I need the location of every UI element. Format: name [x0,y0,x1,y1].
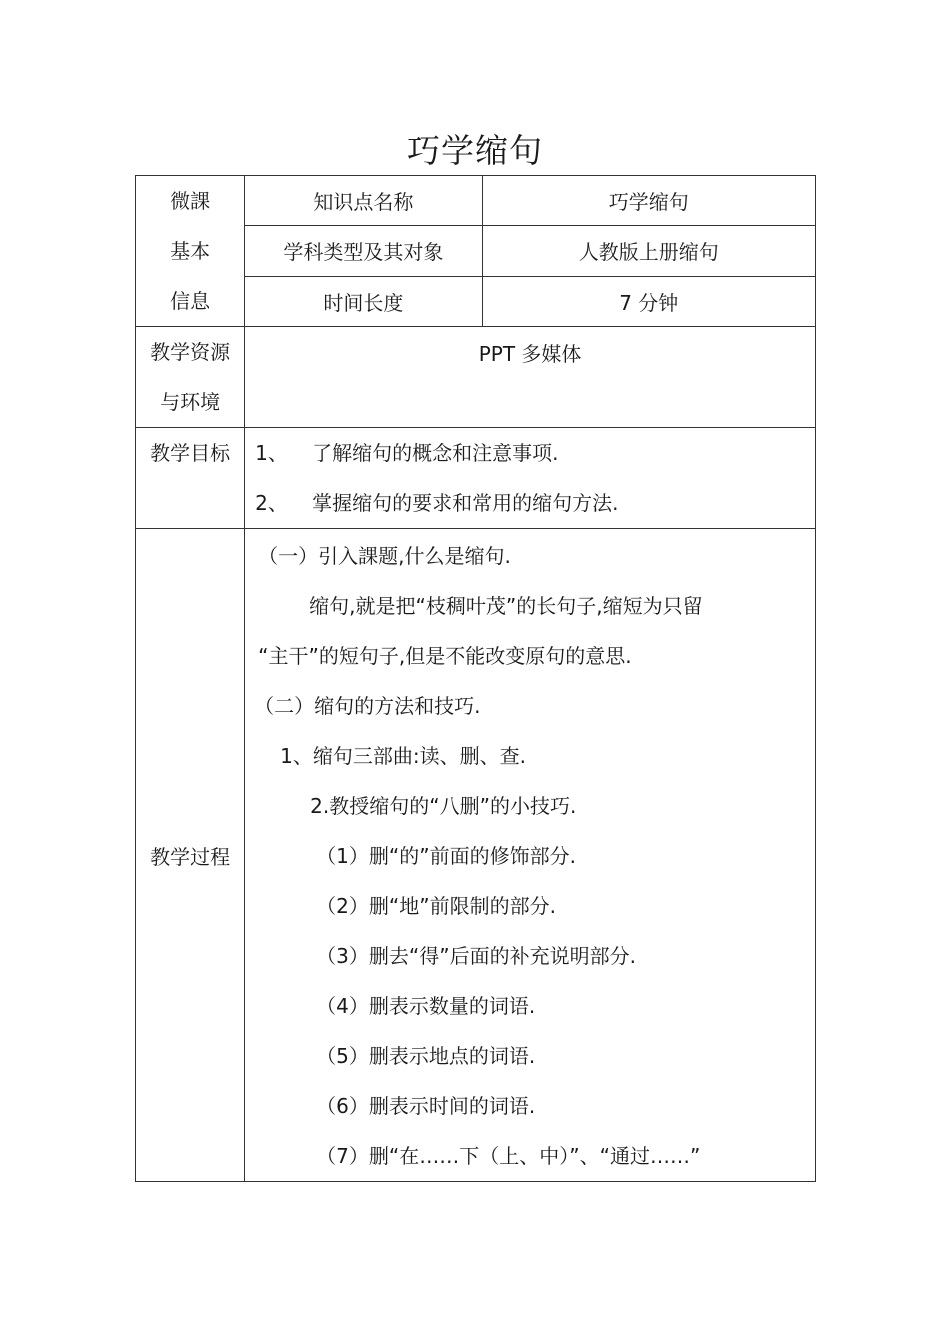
goal-item [245,428,815,478]
process-line: （3）删去“得”后面的补充说明部分. [316,944,636,968]
goal-text: 掌握缩句的要求和常用的缩句方法. [312,491,619,515]
basic-info-header-line: 基本 [170,239,211,263]
duration-value: 7 分钟 [482,276,816,326]
goal-item [245,478,815,528]
process-line: （一）引入課题,什么是缩句. [258,544,511,568]
process-line: 2.教授缩句的“八删”的小技巧. [310,794,577,818]
environment-label [136,327,245,428]
basic-info-header-line: 微課 [170,189,211,213]
process-line: （7）删“在……下（上、中）”、“通过……” [316,1144,701,1168]
process-line: （2）删“地”前限制的部分. [316,894,556,918]
environment-label-line: 与环境 [160,390,221,414]
subject-type-label: 学科类型及其对象 [245,226,482,276]
goals-list [245,428,816,529]
process-line: （1）删“的”前面的修饰部分. [316,844,576,868]
basic-info-header [136,176,245,327]
process-line: （二）缩句的方法和技巧. [254,694,481,718]
goals-label: 教学目标 [136,428,245,529]
process-line: （4）删表示数量的词语. [316,994,536,1018]
duration-label: 时间长度 [245,276,482,326]
process-line: “主干”的短句子,但是不能改变原句的意思. [258,644,632,668]
goal-text: 了解缩句的概念和注意事项. [312,441,559,465]
process-label: 教学过程 [136,529,245,1182]
document-title: 巧学缩句 [407,131,543,170]
knowledge-point-value: 巧学缩句 [482,176,816,226]
environment-value: PPT 多媒体 [245,327,816,428]
subject-type-value: 人教版上册缩句 [482,226,816,276]
process-line: （6）删表示时间的词语. [316,1094,536,1118]
lesson-plan-table [135,175,816,1182]
basic-info-header-line: 信息 [170,289,211,313]
goal-number: 2、 [255,491,288,515]
process-content [245,529,816,1182]
knowledge-point-label: 知识点名称 [245,176,482,226]
process-line: （5）删表示地点的词语. [316,1044,536,1068]
process-line: 1、缩句三部曲:读、删、查. [280,744,526,768]
process-line: 缩句,就是把“枝稠叶茂”的长句子,缩短为只留 [309,594,703,618]
goal-number: 1、 [255,441,288,465]
environment-label-line: 教学资源 [150,340,231,364]
